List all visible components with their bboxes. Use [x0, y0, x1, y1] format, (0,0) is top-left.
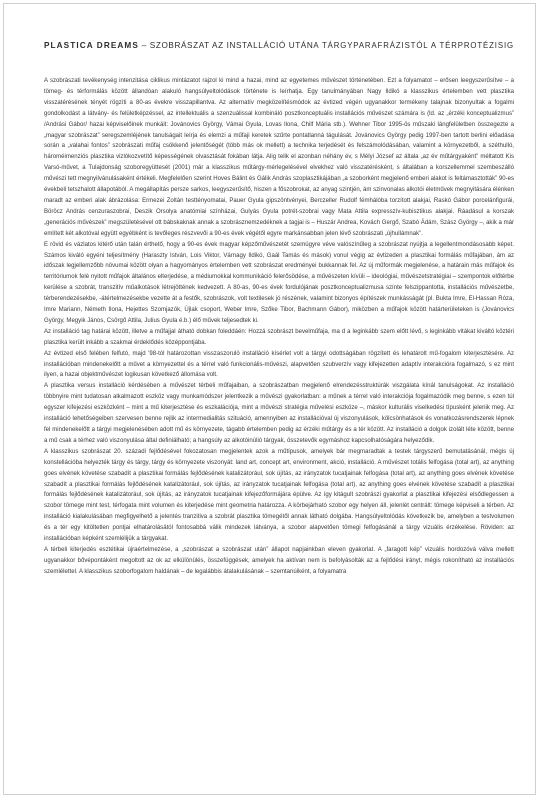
- paragraph: A plasztika versus installáció kérdésében a művészet térbeli műfajaiban, a szobrászatban megjelenő elrendezésstruktúrák viszgálata kínál tanulságokat. Az installáció többnyire mint tudatosan alkalmazott eszköz vagy munkamódszer jelentkezik a művészi gyakorlatban: a műnek a térrel való interakciója fogalmazódik meg benne, s ezen túl egyszer kifejezési eszközként – mint a mű kiterjesztése és eszkalációja, mint a művészi stratégia művelési eszköze –, máskor kulturális viselkedési típusként jelenik meg. Az installáció lehetőségeiben szervesen benne rejlik az intermedialitás szituáció, amennyiben az installációval új viszonyulások, kölcsönhatások és vonatkozásrendszerek lépnek fel mindenekelőtt a tárgyi megjelenésében adott mű és környezete, tágabb értelemben pedig az érzéki műtárgy és a tér között. Az installáció a dolgok izolált léte között, benne a mű csak a térhez való viszonyulása által definiálható; a hangsúly az alkotóinúlió tárgyak, összetevők egymáshoz kapcsolhatóságára helyeződik.: [44, 383, 514, 444]
- header-left: [44, 41, 313, 50]
- paragraph: Az évtized első felében felfutó, majd '98-tól határozottan visszaszoruló installáció kísérlet volt a tárgyi odottságában rögzített és lehatárolt mű-fogalom kiterjesztésére. Az installációban mindenekelőtt a művet a környezettel és a térrel való funkcionális-művészi, alapvetően szubverzív vagy kifejezetten adaptív interakcióra fogalmazó, s ez mint ilyen, a hazai objektművészet logikusan következő állomása volt.: [44, 350, 514, 379]
- body-text: [44, 76, 514, 578]
- chapter-title: SZOBRÁSZAT AZ INSTALLÁCIÓ UTÁN: [149, 41, 314, 50]
- paragraph: A térbeli kiterjedés esztétikai újraértelmezése, a „szobrászat a szobrászat után” állapot napjainkban eleven gyakorlat. A „faragott kép” vizuális hordozóvá válva mellett ugyanakkor bővépontáként megoltott az ok az elkülönülés, összefüggések, amelyek ha aktívan nem is befolyásolták az a fejlődési irányt, mégis rokonítható az installációs szemlélettel. A klasszikus szoborfogalom haldának – de legalábbis átalakulásának – szemtanúiként, a folyamatra: [44, 546, 514, 575]
- series-title: PLASTICA DREAMS: [44, 41, 139, 50]
- paragraph: Az installáció tag határai között, illetve a műfajjal átható dobkan foleddáén: Hozzá szobrászt bevelműfaja, ma d a leginkább szem előtt lévő, s leginkább vitákat kiváltó köztéri plasztika került inkább a szakmai érdeklődés középpontjába.: [44, 328, 514, 346]
- chapter-subtitle: A TÁRGYPARAFRÁZISTÓL A TÉRPROTÉZISIG: [313, 41, 514, 50]
- paragraph: E rövid és vázlatos kitérő után talán érthető, hogy a 90-es évek magyar képzőművészetét szemügyre véve valószínűleg a szobrászat nyújtja a legellentmondásosabb képet. Számos kiváló egyéni teljesítmény (Haraszty István, Lois Viktor, Várnagy Ildikó, Gaál Tamás és mások) vonul végig az évtizeden a plasztikai formálás műfajában, ám az időszak legjellemzőbb növumai között olyan a hagyományos értelemben vett szobrászat eredményei bukkannak fel. Az új műformák megjelenése, a határain más műfajok és territóriumok felé nyitott műfajok általános elterjedése, a médiumokkal kommunikáció felerősödése, a művészeten kívüli – ideológiai, művészetstratégiai – szempontok előtérbe kerülése a szobrát, transzitív műalkotások létrejöttének kedvezett. A 80-as, 90-es évek fordulójának posztkonceptualizmusa színte felszippantotta, installációs művészetbe, térberendezésekbe, -átértelmezésekbe vezette át a festők, szobrászok, volt textilesek jó részének, valamint bizonyos építészek munkásságát (pl. Bukta Imre, El-Hassan Róza, Imre Mariann, Németh Ilona, Hejettes Szomjazók, Újlak csoport, Weber Imre, Szőke Tibor, Bachmann Gábor), miközben a műfajok között határterületeken is (Jovánovics György, Megyik János, Csörgő Attila, Julius Gyula é.b.) élő művek teljesedtek ki.: [44, 241, 514, 324]
- paragraph: A klasszikus szobrászat 20. századi fejlődésével fokozatosan megjelentek azok a műtípusok, amelyek bár megmaradtak a testek tárgyszerű bemutatásánál, mégis új konstellációba helyezték tárgy és tárgy, tárgy és környezete viszonyát: land art, concept art, environment, akció, installáció. A művészet totális felfogása (total art), az anything goes elvének követése szabadít a plasztikai formálás fejlődésének katalizátorául, sok újítás, az irányzatok tucatjainak felfogása (total art), az anything goes elvének követése szabadít a plasztikai formálás fejlődésének katalizátorául, sok újítás, az irányzatok tucatjainak felfogása (total art), az anything goes elvének követése szabadít a plasztikai formálás fejlődésének katalizátorául, sok újítás, az irányzatok tucatjainak kifejezőformájára épülve. Az így kitágult szobrászi gyakorlat a plasztikai kifejezési elsődlegessen a szobor tömege mint test, térfogata mint volumen és kiterjedése mint geometria határozza. A körbejárható szobor egy helyen áll, jelenlét centrált: tömege képviseli a térben. Az installáció kialakulásában megfigyelhető a jelentés tranzitiva a szobrát plasztika tömegétől annak látható dolgába. Hangsúlyeltolódás következik be, amelyben a testvolumen és a tér egy kitöltetlen pontjai elhatárolásától fontosabbá válik mindezek látványa, a szobor alapvetően tömegi felfogásánál a tárgy vizuális érzékelése. Röviden: az installációban képként szemlélijük a tárgyakat.: [44, 448, 514, 543]
- paragraph: A szobrászati tevékenység intenzitása ciklikus mintázatot rajzol ki mind a hazai, mind az egyetemes művészet történetében. Ezt a folyamatot – erősen leegyszerűsítve – a tömeg- és térformálás között állandóan alakuló hangsúlyeltolódások története is leírhatja. Egy tanulmányában Nagy Ildikó a klasszikus értelemben vett plasztika visszatérésének tényét rögzíti a 80-as évekre visszapillantva. Az alternatív megközelítésmódok az évtized végén ugyanakkor termékeny talajnak bizonyultak a fogalmi gondolkodást a látvány- és felületképzéssel, az intellektuális a szenzuálissal kombináló posztkonceptuális installációs művészet számára is (ld. az „érzéki konceptualizmus” /Andrási Gábor/ hazai képviselőinek munkáit: Jovánovics György, Vámai Gyula, Lovas Ilona, Chilf Mária stb.). Wehner Tibor 1995-ös műszaki lángfelületben összegezte a „magyar szobrászat” seregszemléjének tanulságait leírja és elemzi a műfaji keretek szűrte pontatlanná tágulását. Jovánovics György pedig 1997-ben tartott berlini előadása során a „valahai fontos” szobrászati műfaj csökkenő jelentőségét (több más ok mellett) a technika terjedését és felszámolódásában, valamint a környezetből, a széthulló, hároméimenziós plasztika vizlókozvetítő képességének olvasztását fokában látja. Alig telik el azonban néhány év, s Mélyi József az általa „az év műtárgyaként” méltatott Kis Varsó-művet, a Tulajdonság szoboregyüttesét (2001) már a klasszikus műtárgy-mérlegelésével elvekhez való visszatérésként, s általában a korszellemmel szembeszálló művészi tett megnyilvánulásaként értékeli. Megfelelően szerint Hoves Bálint és Gálik András szoplasztikájában „a szoborként megjelenő emberi alakot is feltámasztották” 90-es évekbeli tetszhalott állapotából. A megállapítás persze sarkos, leegyszerűsítő, hiszen a főszobrokat, az anyag szintjén, ám szinvonalas alkotói életművek megnyitására élénken maradt az emberi alak ábrázolása: Ermezei Zoltán testtényomatai, Pauer Gyula gipszöntvényei, Berczeller Rudolf fémhálóba torzított alakjai, Raskó Gábor porcelánfigurái, Böröcz András cenzuraszobrai, Deszik Orsolya anatómiai színházai, Gulyás Gyula potrét-szobrai vagy Mata Attila expresszív-kubisztikus alakjai. Ráadásul a korszak „generációs művészek” megszületésével ott bábskaknak annak a szobrásznemzedéknek a tagjai is – Huszár Andrea, Kovách Gergő, Szabó Ádám, Szász György –, akik a már említett két alkotóval együtt egyébként is tevőleges részvevői a 90-es évek végétől egyre markánsabban jelen lévő szobrászati „újhullámnak”.: [44, 78, 514, 237]
- header-separator: –: [138, 41, 150, 50]
- book-page: [3, 3, 536, 795]
- running-header: [44, 41, 514, 57]
